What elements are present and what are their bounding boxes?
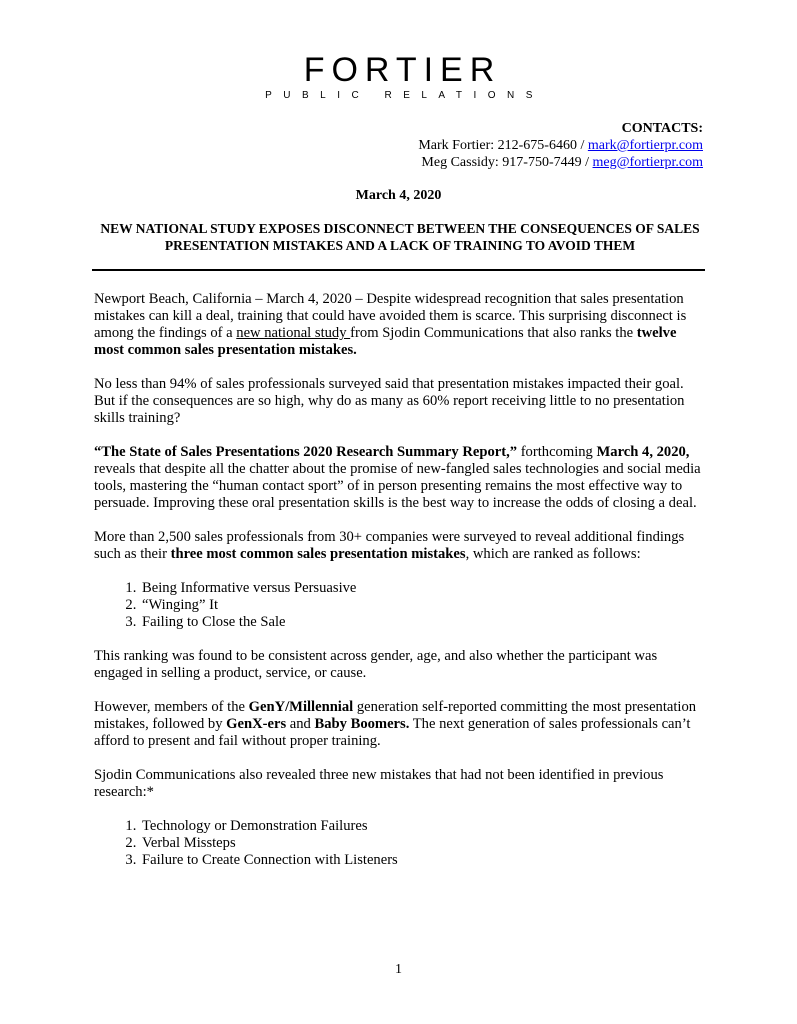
list-item: 1. Being Informative versus Persuasive [140, 580, 706, 597]
contact-name-phone: Meg Cassidy: 917-750-7449 / [421, 155, 593, 170]
text-run: forthcoming [517, 444, 597, 460]
list-item: 1. Technology or Demonstration Failures [140, 818, 706, 835]
paragraph [94, 529, 706, 563]
new-mistakes-list [94, 818, 706, 869]
paragraph: This ranking was found to be consistent across gender, age, and also whether the participant was engaged in selling a product, service, or cause. [94, 648, 658, 681]
bold-text: March 4, 2020, [596, 444, 690, 460]
paragraph: Sjodin Communications also revealed three new mistakes that had not been identified in previous research:* [94, 767, 664, 800]
text-run: , which are ranked as follows: [465, 546, 641, 562]
text-run: However, members of the [94, 699, 249, 715]
release-date: March 4, 2020 [355, 188, 442, 203]
contacts-block [418, 120, 703, 171]
list-item: 2. Verbal Missteps [140, 835, 706, 852]
list-item: 3. Failure to Create Connection with Listeners [140, 852, 706, 869]
mistakes-list [94, 580, 706, 631]
divider [92, 269, 705, 271]
bold-text: GenX-ers [226, 716, 287, 732]
article-body [94, 291, 706, 886]
text-run: More than 2,500 sales professionals from 30+ companies were surveyed to reveal additional findings such as their [94, 529, 685, 562]
logo-subtitle: PUBLIC RELATIONS [265, 90, 544, 101]
contact-line [418, 154, 703, 171]
bold-text: GenY/Millennial [248, 699, 354, 715]
bold-text: twelve most common sales presentation mistakes. [94, 325, 677, 358]
contact-email-link[interactable]: mark@fortierpr.com [587, 138, 703, 153]
text-run: from Sjodin Communications that also ranks the [350, 325, 637, 341]
contacts-heading: CONTACTS: [621, 121, 703, 136]
study-link[interactable]: new national study [236, 325, 351, 341]
bold-text: three most common sales presentation mistakes [170, 546, 466, 562]
page-number: 1 [395, 962, 402, 977]
logo-name: FORTIER [303, 51, 502, 89]
contact-name-phone: Mark Fortier: 212-675-6460 / [418, 138, 588, 153]
list-item: 2. “Winging” It [140, 597, 706, 614]
text-run: and [286, 716, 315, 732]
contact-line [418, 137, 703, 154]
paragraph [94, 291, 706, 359]
text-run: reveals that despite all the chatter about the promise of new-fangled sales technologies and social media tools, mastering the “human contact sport” of in person presenting remains the most effective way to persuade. Improving these oral presentation skills is the best way to increase the odds of closing a deal. [94, 461, 701, 511]
list-item: 3. Failing to Close the Sale [140, 614, 706, 631]
contact-email-link[interactable]: meg@fortierpr.com [592, 155, 703, 170]
company-logo [0, 52, 797, 102]
paragraph [94, 699, 706, 750]
paragraph [94, 444, 706, 512]
headline: NEW NATIONAL STUDY EXPOSES DISCONNECT BETWEEN THE CONSEQUENCES OF SALES PRESENTATION MISTAKES AND A LACK OF TRAINING TO AVOID THEM [100, 221, 700, 253]
report-title: “The State of Sales Presentations 2020 Research Summary Report,” [94, 444, 518, 460]
text-run: generation self-reported committing the most presentation mistakes, followed by [94, 699, 697, 732]
paragraph: No less than 94% of sales professionals surveyed said that presentation mistakes impacted their goal. But if the consequences are so high, why do as many as 60% report receiving little to no presentation skills training? [94, 376, 685, 426]
text-run: Newport Beach, California – March 4, 2020 – Despite widespread recognition that sales presentation mistakes can kill a deal, training that could have avoided them is scarce. This surprising disconnect is among the findings of a [94, 291, 687, 341]
bold-text: Baby Boomers. [314, 716, 410, 732]
text-run: The next generation of sales professionals can’t afford to present and fail without proper training. [94, 716, 691, 749]
